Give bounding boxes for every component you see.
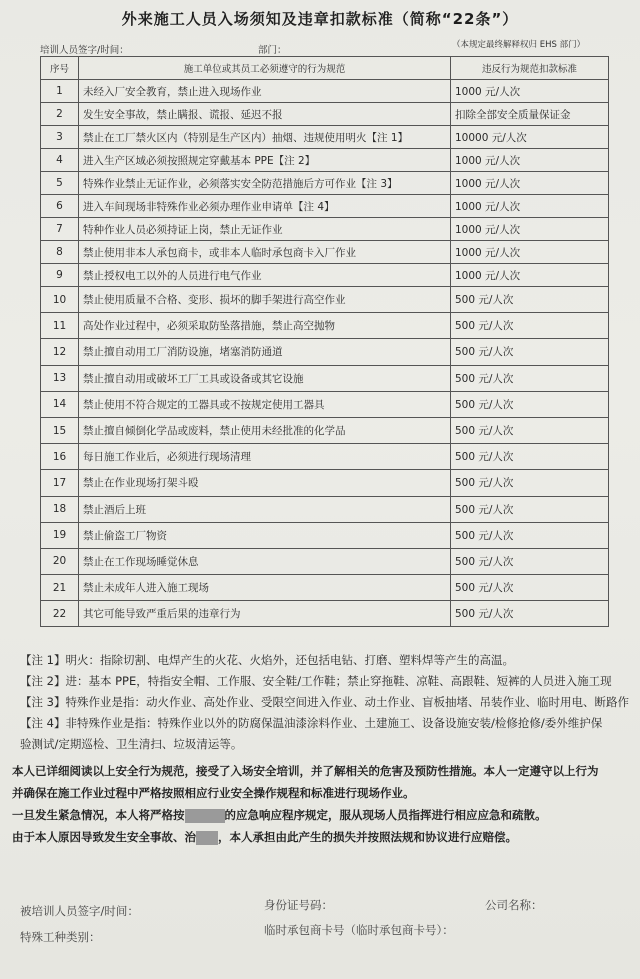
table-row	[41, 103, 609, 126]
table-row	[41, 365, 609, 391]
redaction-blur	[185, 809, 225, 823]
table-row	[41, 470, 609, 496]
table-row	[41, 264, 609, 287]
declaration-line-4	[12, 826, 640, 848]
penalty-amount: 500 元/人次	[451, 522, 609, 548]
penalty-amount: 10000 元/人次	[451, 126, 609, 149]
rule-text: 禁止授权电工以外的人员进行电气作业	[79, 264, 451, 287]
penalty-amount: 1000 元/人次	[451, 149, 609, 172]
row-number: 21	[41, 575, 79, 601]
department-label: 部门：	[258, 45, 287, 56]
authority-note: （本规定最终解释权归 EHS 部门）	[452, 40, 586, 50]
penalty-amount: 1000 元/人次	[451, 264, 609, 287]
rule-text: 禁止在工厂禁火区内（特别是生产区内）抽烟、违规使用明火【注 1】	[79, 126, 451, 149]
declaration-line-3-start: 一旦发生紧急情况，本人将严格按	[12, 808, 185, 822]
row-number: 19	[41, 522, 79, 548]
penalty-amount: 500 元/人次	[451, 287, 609, 313]
table-row	[41, 575, 609, 601]
declaration-line-4-start: 由于本人原因导致发生安全事故、治	[12, 830, 196, 844]
id-number-field: 身份证号码：	[264, 898, 333, 912]
rule-text: 其它可能导致严重后果的违章行为	[79, 601, 451, 627]
penalty-amount: 500 元/人次	[451, 313, 609, 339]
declaration-line-3	[12, 804, 640, 826]
penalty-amount: 500 元/人次	[451, 601, 609, 627]
row-number: 13	[41, 365, 79, 391]
note-3: 【注 3】特殊作业是指：动火作业、高处作业、受限空间进入作业、动土作业、盲板抽堵、吊装作业、临时用电、断路作	[20, 695, 629, 709]
penalty-amount: 1000 元/人次	[451, 241, 609, 264]
rule-text: 禁止在作业现场打架斗殴	[79, 470, 451, 496]
row-number: 22	[41, 601, 79, 627]
row-number: 15	[41, 417, 79, 443]
row-number: 17	[41, 470, 79, 496]
penalty-amount: 500 元/人次	[451, 496, 609, 522]
table-row	[41, 218, 609, 241]
row-number: 9	[41, 264, 79, 287]
penalty-amount: 1000 元/人次	[451, 218, 609, 241]
row-number: 1	[41, 80, 79, 103]
row-number: 8	[41, 241, 79, 264]
rules-table	[40, 56, 609, 627]
row-number: 16	[41, 444, 79, 470]
penalty-amount: 500 元/人次	[451, 575, 609, 601]
row-number: 3	[41, 126, 79, 149]
row-number: 14	[41, 391, 79, 417]
rule-text: 禁止使用不符合规定的工器具或不按规定使用工器具	[79, 391, 451, 417]
penalty-amount: 500 元/人次	[451, 470, 609, 496]
document-title: 外来施工人员入场须知及违章扣款标准（简称“22条”）	[121, 10, 519, 28]
declaration-line-3-end: 的应急响应程序规定，服从现场人员指挥进行相应应急和疏散。	[224, 808, 547, 822]
table-row	[41, 80, 609, 103]
rule-text: 每日施工作业后，必须进行现场清理	[79, 444, 451, 470]
penalty-amount: 1000 元/人次	[451, 195, 609, 218]
penalty-amount: 500 元/人次	[451, 444, 609, 470]
table-row	[41, 241, 609, 264]
rule-text: 禁止未成年人进入施工现场	[79, 575, 451, 601]
rule-text: 发生安全事故，禁止瞒报、谎报、延迟不报	[79, 103, 451, 126]
table-row	[41, 149, 609, 172]
row-number: 5	[41, 172, 79, 195]
penalty-amount: 500 元/人次	[451, 365, 609, 391]
rule-text: 禁止使用质量不合格、变形、损坏的脚手架进行高空作业	[79, 287, 451, 313]
table-row	[41, 172, 609, 195]
rule-text: 进入生产区域必须按照规定穿戴基本 PPE【注 2】	[79, 149, 451, 172]
header-rule: 施工单位或其员工必须遵守的行为规范	[79, 57, 451, 80]
table-header-row	[41, 57, 609, 80]
trainee-sign-field: 被培训人员签字/时间：	[20, 904, 139, 918]
note-4: 【注 4】非特殊作业是指：特殊作业以外的防腐保温油漆涂料作业、土建施工、设备设施安装/检修抢修/委外维护保	[20, 716, 603, 730]
rule-text: 高处作业过程中，必须采取防坠落措施，禁止高空抛物	[79, 313, 451, 339]
rule-text: 禁止在工作现场睡觉休息	[79, 548, 451, 574]
table-row	[41, 339, 609, 365]
penalty-amount: 1000 元/人次	[451, 80, 609, 103]
note-2: 【注 2】进：基本 PPE，特指安全帽、工作服、安全鞋/工作鞋；禁止穿拖鞋、凉鞋、高跟鞋、短裤的人员进入施工现	[20, 674, 612, 688]
table-row	[41, 195, 609, 218]
special-work-type-field: 特殊工种类别：	[20, 930, 101, 944]
rule-text: 特殊作业禁止无证作业，必须落实安全防范措施后方可作业【注 3】	[79, 172, 451, 195]
rule-text: 禁止擅自倾倒化学品或废料，禁止使用未经批准的化学品	[79, 417, 451, 443]
table-row	[41, 496, 609, 522]
rule-text: 禁止擅自动用或破坏工厂工具或设备或其它设施	[79, 365, 451, 391]
penalty-amount: 500 元/人次	[451, 391, 609, 417]
row-number: 20	[41, 548, 79, 574]
row-number: 4	[41, 149, 79, 172]
table-row	[41, 287, 609, 313]
table-row	[41, 313, 609, 339]
penalty-amount: 扣除全部安全质量保证金	[451, 103, 609, 126]
rule-text: 禁止偷盗工厂物资	[79, 522, 451, 548]
declaration-line-1: 本人已详细阅读以上安全行为规范，接受了入场安全培训，并了解相关的危害及预防性措施。本人一定遵守以上行为	[12, 764, 599, 778]
trainer-sign-label: 培训人员签字/时间：	[40, 45, 129, 56]
table-row	[41, 522, 609, 548]
header-penalty: 违反行为规范扣款标准	[451, 57, 609, 80]
table-row	[41, 126, 609, 149]
temp-card-field: 临时承包商卡号（临时承包商卡号）：	[264, 923, 454, 937]
note-4-continued: 验测试/定期巡检、卫生清扫、垃圾清运等。	[20, 737, 243, 751]
row-number: 2	[41, 103, 79, 126]
company-name-field: 公司名称：	[485, 898, 543, 912]
penalty-amount: 500 元/人次	[451, 548, 609, 574]
rule-text: 禁止使用非本人承包商卡，或非本人临时承包商卡入厂作业	[79, 241, 451, 264]
declaration-line-2: 并确保在施工作业过程中严格按照相应行业安全操作规程和标准进行现场作业。	[12, 786, 415, 800]
table-row	[41, 548, 609, 574]
penalty-amount: 500 元/人次	[451, 339, 609, 365]
rule-text: 特种作业人员必须持证上岗，禁止无证作业	[79, 218, 451, 241]
row-number: 7	[41, 218, 79, 241]
table-row	[41, 417, 609, 443]
rule-text: 禁止酒后上班	[79, 496, 451, 522]
table-row	[41, 601, 609, 627]
notes-section	[20, 650, 640, 755]
table-row	[41, 444, 609, 470]
redaction-blur	[196, 831, 218, 845]
declaration-line-4-end: ，本人承担由此产生的损失并按照法规和协议进行应赔偿。	[218, 830, 517, 844]
row-number: 12	[41, 339, 79, 365]
penalty-amount: 1000 元/人次	[451, 172, 609, 195]
rule-text: 禁止擅自动用工厂消防设施，堵塞消防通道	[79, 339, 451, 365]
table-row	[41, 391, 609, 417]
row-number: 6	[41, 195, 79, 218]
note-1: 【注 1】明火：指除切割、电焊产生的火花、火焰外，还包括电钻、打磨、塑料焊等产生的高温。	[20, 653, 514, 667]
rule-text: 进入车间现场非特殊作业必须办理作业申请单【注 4】	[79, 195, 451, 218]
header-no: 序号	[41, 57, 79, 80]
row-number: 18	[41, 496, 79, 522]
declaration-section	[12, 760, 640, 848]
row-number: 10	[41, 287, 79, 313]
penalty-amount: 500 元/人次	[451, 417, 609, 443]
rule-text: 未经入厂安全教育，禁止进入现场作业	[79, 80, 451, 103]
row-number: 11	[41, 313, 79, 339]
